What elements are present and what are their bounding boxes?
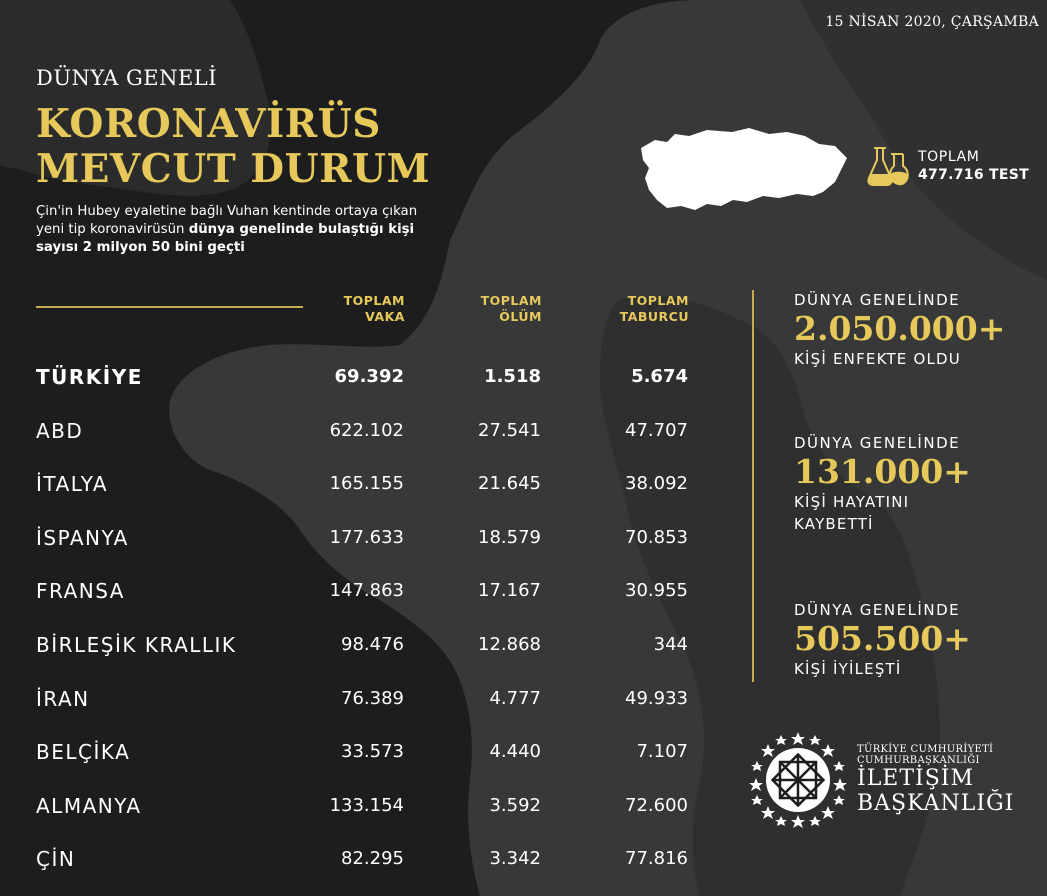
country-name: BİRLEŞİK KRALLIK [36, 632, 237, 657]
stat-caption: KİŞİ HAYATINI [794, 493, 910, 511]
test-count [866, 144, 1029, 188]
country-name: FRANSA [36, 579, 125, 604]
test-value: 477.716 TEST [918, 167, 1029, 183]
country-name: İRAN [36, 686, 90, 711]
recovered-value: 47.707 [625, 419, 688, 441]
column-header-line: ÖLÜM [499, 309, 542, 324]
table-row [36, 618, 696, 672]
column-header-recovered [620, 293, 689, 325]
turkey-map-icon [637, 126, 852, 216]
recovered-value: 77.816 [625, 848, 688, 870]
cases-value: 165.155 [329, 473, 404, 495]
cases-value: 33.573 [341, 741, 404, 763]
deaths-value: 4.440 [489, 741, 541, 763]
stats-divider [752, 290, 754, 682]
table-row [36, 832, 696, 886]
deaths-value: 1.518 [484, 366, 541, 387]
stat-caption: KİŞİ ENFEKTE OLDU [794, 350, 961, 368]
title-line-1: KORONAVİRÜS [36, 101, 381, 147]
table-row [36, 457, 696, 511]
cases-value: 76.389 [341, 687, 404, 709]
country-name: ABD [36, 418, 84, 443]
table-row [36, 404, 696, 458]
cases-value: 133.154 [329, 794, 404, 816]
logo-line: TÜRKİYE CUMHURİYETİ [857, 744, 994, 755]
table-row [36, 725, 696, 779]
cases-value: 98.476 [341, 633, 404, 655]
page-subtitle: DÜNYA GENELİ [36, 66, 218, 90]
stat-value: 131.000+ [794, 452, 971, 491]
recovered-value: 49.933 [625, 687, 688, 709]
title-line-2: MEVCUT DURUM [36, 146, 431, 192]
country-name: İTALYA [36, 472, 109, 497]
deaths-value: 4.777 [489, 687, 541, 709]
deaths-value: 17.167 [478, 580, 541, 602]
stat-caption: KİŞİ İYİLEŞTİ [794, 660, 902, 678]
country-name: TÜRKİYE [36, 365, 143, 389]
flask-icon [866, 144, 910, 188]
column-header-line: TOPLAM [343, 293, 405, 308]
stat-infected [794, 290, 1005, 370]
description-text: Çin'in Hubey eyaletine bağlı Vuhan kentinde ortaya çıkan yeni tip koronavirüsün [36, 204, 418, 237]
column-header-line: VAKA [365, 309, 405, 324]
deaths-value: 21.645 [478, 473, 541, 495]
test-text [918, 148, 1029, 184]
country-name: BELÇİKA [36, 740, 131, 765]
date-label: 15 NİSAN 2020, ÇARŞAMBA [825, 14, 1039, 30]
cases-value: 69.392 [334, 366, 404, 387]
stat-value: 505.500+ [794, 619, 971, 658]
stat-caption: KAYBETTİ [794, 515, 874, 533]
deaths-value: 3.592 [489, 794, 541, 816]
logo-line: İLETİŞİM [857, 766, 975, 791]
country-name: ÇİN [36, 847, 76, 872]
stat-value: 2.050.000+ [794, 309, 1006, 348]
logo-line: CUMHURBAŞKANLIĞI [857, 755, 980, 766]
table-row [36, 511, 696, 565]
recovered-value: 70.853 [625, 526, 688, 548]
cases-value: 622.102 [329, 419, 404, 441]
stat-heading: DÜNYA GENELİNDE [794, 291, 961, 309]
description-bold-text: dünya genelinde bulaştığı kişi sayısı 2 milyon 50 bini geçti [36, 222, 415, 255]
recovered-value: 344 [653, 633, 688, 655]
country-name: İSPANYA [36, 525, 129, 550]
deaths-value: 27.541 [478, 419, 541, 441]
country-table [36, 350, 696, 886]
column-header-deaths [481, 293, 542, 325]
communications-directorate-logo-icon [748, 730, 848, 830]
table-row [36, 672, 696, 726]
table-row [36, 564, 696, 618]
recovered-value: 5.674 [631, 366, 688, 387]
logo-caption [857, 744, 993, 766]
page-title [36, 102, 430, 192]
stat-heading: DÜNYA GENELİNDE [794, 434, 961, 452]
recovered-value: 7.107 [636, 741, 688, 763]
recovered-value: 38.092 [625, 473, 688, 495]
column-header-line: TOPLAM [627, 293, 689, 308]
deaths-value: 12.868 [478, 633, 541, 655]
table-row [36, 779, 696, 833]
stat-heading: DÜNYA GENELİNDE [794, 601, 961, 619]
cases-value: 177.633 [329, 526, 404, 548]
deaths-value: 18.579 [478, 526, 541, 548]
test-label: TOPLAM [918, 149, 980, 165]
column-header-cases [344, 293, 405, 325]
logo-line: BAŞKANLIĞI [857, 791, 1015, 816]
deaths-value: 3.342 [489, 848, 541, 870]
cases-value: 82.295 [341, 848, 404, 870]
recovered-value: 72.600 [625, 794, 688, 816]
stat-deaths [794, 433, 971, 535]
column-header-line: TOPLAM [480, 293, 542, 308]
description [36, 203, 436, 257]
column-header-line: TABURCU [619, 309, 689, 324]
table-row [36, 350, 696, 404]
country-name: ALMANYA [36, 793, 142, 818]
cases-value: 147.863 [329, 580, 404, 602]
stat-recovered [794, 600, 971, 680]
header-divider [36, 306, 303, 308]
recovered-value: 30.955 [625, 580, 688, 602]
logo-title [857, 766, 1014, 816]
